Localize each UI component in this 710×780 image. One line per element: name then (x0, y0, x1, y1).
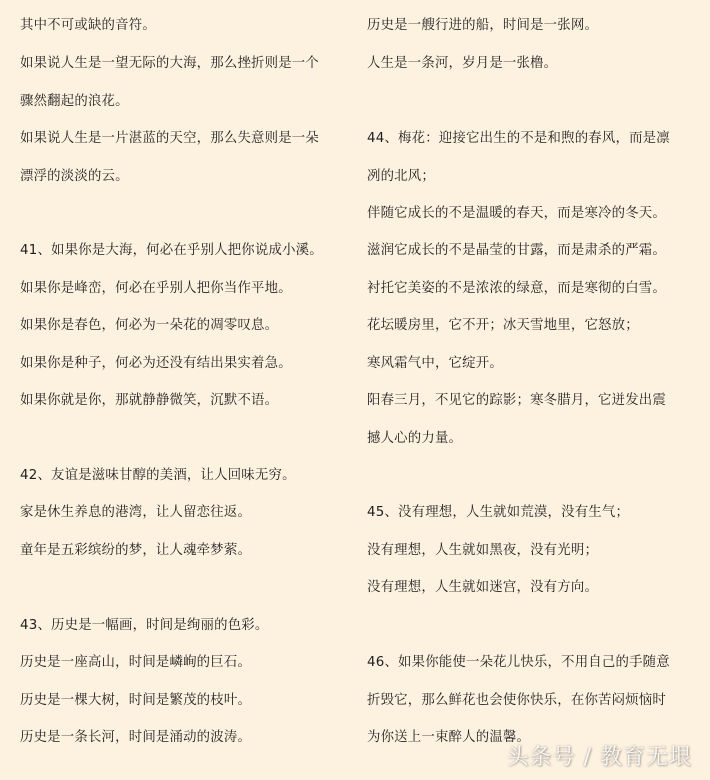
text-line: 44、梅花：迎接它出生的不是和煦的春风，而是凛 (367, 131, 670, 146)
text-line: 骤然翻起的浪花。 (20, 94, 129, 109)
text-line: 伴随它成长的不是温暖的春天，而是寒冷的冬天。 (367, 206, 666, 221)
text-line: 42、友谊是滋味甘醇的美酒，让人回味无穷。 (20, 468, 296, 483)
text-line: 冽的北风； (367, 169, 435, 184)
text-line: 童年是五彩缤纷的梦，让人魂牵梦萦。 (20, 543, 252, 558)
text-line: 历史是一座高山，时间是嶙峋的巨石。 (20, 655, 252, 670)
text-line: 46、如果你能使一朵花儿快乐，不用自己的手随意 (367, 655, 670, 670)
text-line: 历史是一条长河，时间是涌动的波涛。 (20, 730, 252, 745)
text-line: 家是休生养息的港湾，让人留恋往返。 (20, 505, 252, 520)
text-line: 如果说人生是一望无际的大海，那么挫折则是一个 (20, 56, 319, 71)
text-line: 衬托它美姿的不是浓浓的绿意，而是寒彻的白雪。 (367, 281, 666, 296)
text-line: 折毁它，那么鲜花也会使你快乐，在你苦闷烦恼时 (367, 693, 666, 708)
text-line: 历史是一艘行进的船，时间是一张网。 (367, 18, 599, 33)
text-line: 如果你是春色，何必为一朵花的凋零叹息。 (20, 318, 279, 333)
text-line: 撼人心的力量。 (367, 431, 463, 446)
text-line: 43、历史是一幅画，时间是绚丽的色彩。 (20, 618, 269, 633)
text-line: 滋润它成长的不是晶莹的甘露，而是肃杀的严霜。 (367, 243, 666, 258)
text-line: 如果你是峰峦，何必在乎别人把你当作平地。 (20, 281, 292, 296)
text-line: 没有理想，人生就如黑夜，没有光明； (367, 543, 599, 558)
watermark: 头条号 / 教育无垠 (506, 745, 692, 770)
text-line: 阳春三月，不见它的踪影；寒冬腊月，它迸发出震 (367, 393, 666, 408)
text-line: 花坛暖房里，它不开；冰天雪地里，它怒放； (367, 318, 639, 333)
text-line: 其中不可或缺的音符。 (20, 18, 156, 33)
text-line: 如果你是种子，何必为还没有结出果实着急。 (20, 356, 292, 371)
text-line: 寒风霜气中，它绽开。 (367, 356, 503, 371)
text-line: 人生是一条河，岁月是一张橹。 (367, 56, 558, 71)
text-line: 为你送上一束醉人的温馨。 (367, 730, 531, 745)
text-line: 45、没有理想，人生就如荒漠，没有生气； (367, 505, 630, 520)
text-line: 如果说人生是一片湛蓝的天空，那么失意则是一朵 (20, 131, 319, 146)
text-line: 如果你就是你，那就静静微笑，沉默不语。 (20, 393, 279, 408)
text-line: 41、如果你是大海，何必在乎别人把你说成小溪。 (20, 243, 323, 258)
text-line: 历史是一棵大树，时间是繁茂的枝叶。 (20, 693, 252, 708)
text-line: 没有理想，人生就如迷宫，没有方向。 (367, 580, 599, 595)
text-line: 漂浮的淡淡的云。 (20, 169, 129, 184)
